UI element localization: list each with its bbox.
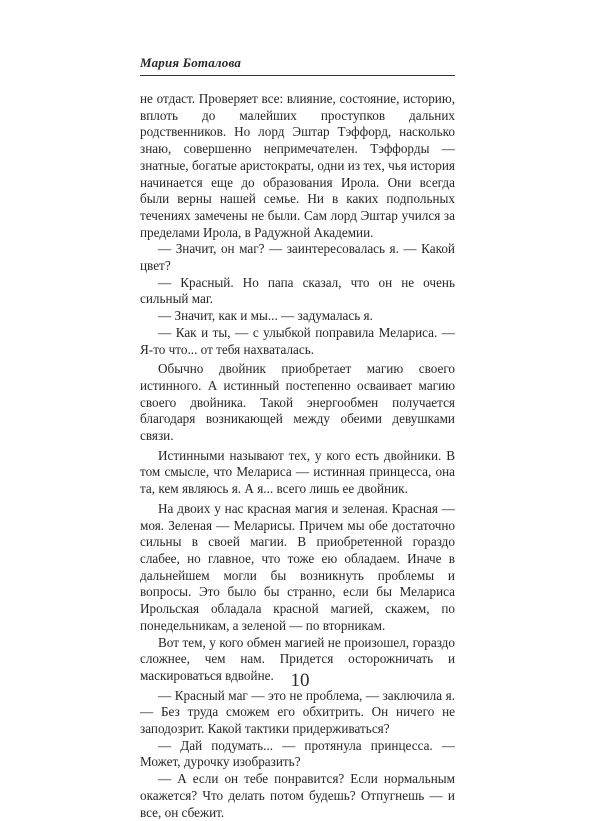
dialogue-line: — Красный маг — это не проблема, — заключила я. — Без труда сможем его обхитрить. Он ничего не заподозрит. Какой тактики придерживаться? (140, 687, 455, 737)
running-head-author: Мария Боталова (140, 55, 242, 70)
dialogue-line: — Значит, он маг? — заинтересовалась я. — Какой цвет? (140, 241, 455, 274)
paragraph: Вот тем, у кого обмен магией не произошел, гораздо сложнее, чем нам. Придется осторожничать и маскироваться вдвойне. (140, 634, 455, 683)
dialogue-line: — Значит, как и мы... — задумалась я. (158, 308, 373, 324)
paragraph: не отдаст. Проверяет все: влияние, состояние, историю, вплоть до малейших проступков дальних родственников. Но лорд Эштар Тэффорд, насколько знаю, совершенно непримечателен. Тэффорды — знатные, богатые аристократы, одни из тех, чья история начинается еще до образования Ирола. Они всегда были верны нашей семье. Ни в каких подпольных течениях замечены не были. Сам лорд Эштар учился за пределами Ирола, в Радужной Академии. (140, 91, 455, 240)
body-text (140, 91, 455, 821)
dialogue-line: — Дай подумать... — протянула принцесса. — Может, дурочку изобразить? (140, 737, 455, 770)
paragraph: На двоих у нас красная магия и зеленая. Красная — моя. Зеленая — Меларисы. Причем мы обе достаточно сильны в своей магии. В приобретенной гораздо слабее, но главное, что тоже ею обладаем. Иначе в дальнейшем могли бы возникнуть проблемы и вопросы. Это было бы странно, если бы Мелариса Ирольская обладала красной магией, скажем, по понедельникам, а зеленой — по вторникам. (140, 500, 455, 633)
paragraph: Истинными называют тех, у кого есть двойники. В том смысле, что Мелариса — истинная принцесса, она та, кем являюсь я. А я... всего лишь ее двойник. (140, 447, 455, 497)
dialogue-line: — А если он тебе понравится? Если нормальным окажется? Что делать потом будешь? Отпугнешь — и все, он сбежит. (140, 771, 455, 820)
page-number: 10 (290, 670, 310, 691)
dialogue-line: — Красный. Но папа сказал, что он не очень сильный маг. (140, 274, 455, 307)
header-rule (140, 75, 455, 76)
paragraph: Обычно двойник приобретает магию своего истинного. А истинный постепенно осваивает магию своего двойника. Такой энергообмен получается благодаря возникающей между обеими девушками связи. (140, 361, 455, 444)
dialogue-line: — Как и ты, — с улыбкой поправила Мелариса. — Я-то что... от тебя нахваталась. (140, 324, 455, 357)
